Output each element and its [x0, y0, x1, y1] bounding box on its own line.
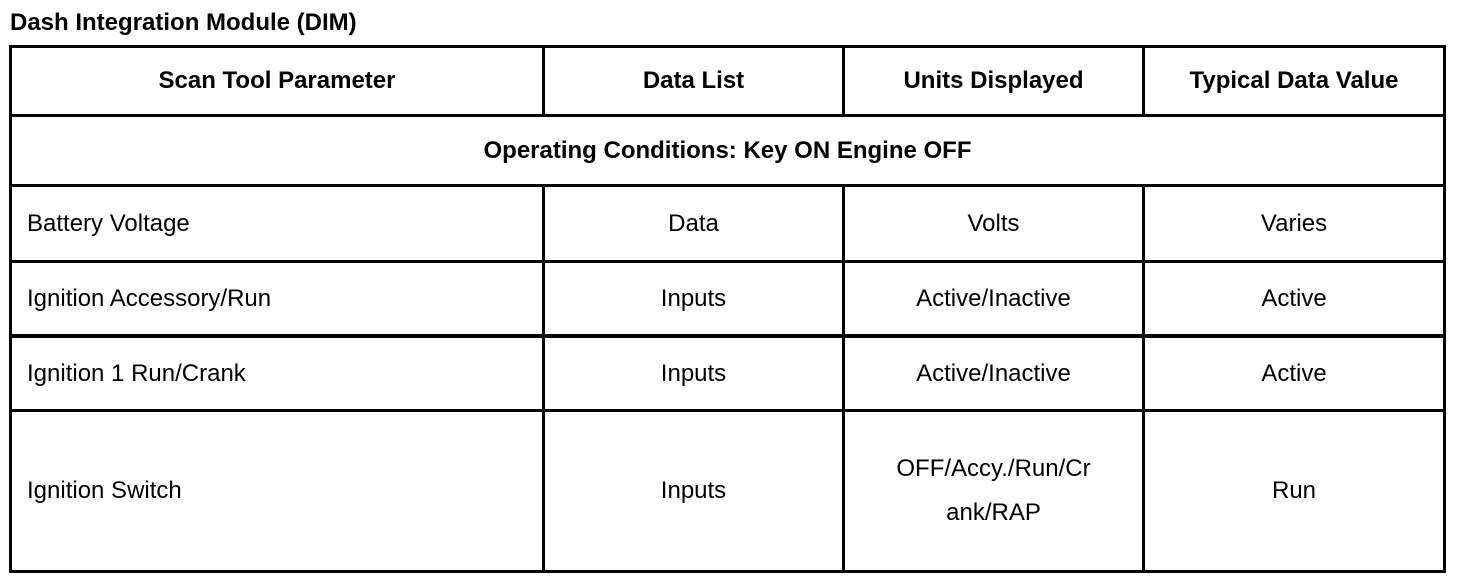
- table-row-parameter: Ignition 1 Run/Crank: [27, 359, 246, 387]
- table-row-typical-value: Active: [1261, 359, 1327, 387]
- table-row-parameter: Battery Voltage: [27, 209, 190, 237]
- operating-conditions: Operating Conditions: Key ON Engine OFF: [483, 136, 972, 164]
- table-row-data-list: Data: [668, 209, 719, 237]
- table-row-typical-value: Run: [1271, 477, 1317, 504]
- header-units-displayed: Units Displayed: [903, 67, 1084, 94]
- table-row-data-list: Inputs: [660, 284, 727, 312]
- table-row-parameter: Ignition Switch: [27, 477, 182, 504]
- units-line-2: ank/RAP: [946, 499, 1041, 526]
- table-row-parameter: Ignition Accessory/Run: [27, 284, 272, 312]
- table-row-units: [845, 412, 1142, 570]
- table-row-units: Active/Inactive: [916, 359, 1071, 387]
- header-data-list: Data List: [642, 67, 745, 94]
- units-line-1: OFF/Accy./Run/Cr: [896, 455, 1091, 482]
- table-row-data-list: Inputs: [660, 477, 727, 504]
- table-row-data-list: Inputs: [660, 359, 727, 387]
- header-scan-tool-parameter: Scan Tool Parameter: [158, 67, 396, 94]
- table-row-units: Active/Inactive: [916, 284, 1071, 312]
- data-table: [9, 45, 1446, 573]
- table-row-units: Volts: [967, 209, 1020, 237]
- table-row-typical-value: Varies: [1260, 209, 1328, 237]
- table-row-typical-value: Active: [1261, 284, 1327, 312]
- document-title: Dash Integration Module (DIM): [10, 9, 357, 36]
- header-typical-data-value: Typical Data Value: [1189, 67, 1399, 94]
